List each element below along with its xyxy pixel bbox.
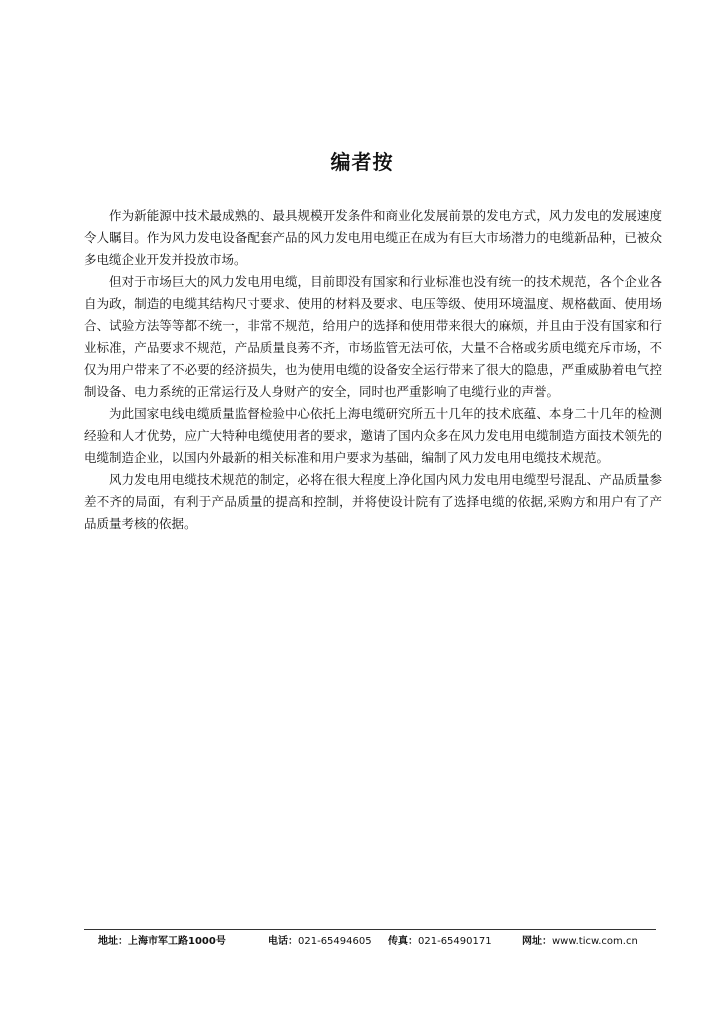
- address-value: 上海市军工路1000号: [128, 936, 226, 947]
- footer-divider: [84, 929, 656, 930]
- fax-value: 021-65490171: [418, 936, 492, 947]
- page-footer: [98, 932, 664, 948]
- web-value: www.ticw.com.cn: [552, 936, 638, 947]
- footer-phone: [268, 932, 372, 947]
- paragraph: 为此国家电线电缆质量监督检验中心依托上海电缆研究所五十几年的技术底蕴、本身二十几年的检测经验和人才优势，应广大特种电缆使用者的要求，邀请了国内众多在风力发电用电缆制造方面技术领先的电缆制造企业，以国内外最新的相关标准和用户要求为基础，编制了风力发电用电缆技术规范。: [84, 406, 662, 465]
- editor-note-body: [84, 205, 662, 535]
- footer-fax: [388, 932, 492, 947]
- phone-value: 021-65494605: [298, 936, 372, 947]
- page-title: 编者按: [330, 150, 394, 174]
- phone-label: 电话：: [268, 936, 298, 947]
- footer-website: [522, 932, 638, 947]
- footer-address: [98, 932, 226, 947]
- address-label: 地址：: [98, 936, 128, 947]
- paragraph: 作为新能源中技术最成熟的、最具规模开发条件和商业化发展前景的发电方式，风力发电的发展速度令人瞩目。作为风力发电设备配套产品的风力发电用电缆正在成为有巨大市场潜力的电缆新品种，已被众多电缆企业开发并投放市场。: [84, 208, 662, 267]
- paragraph: 风力发电用电缆技术规范的制定，必将在很大程度上净化国内风力发电用电缆型号混乱、产品质量参差不齐的局面，有利于产品质量的提高和控制，并将使设计院有了选择电缆的依据,采购方和用户有了产品质量考核的依据。: [84, 472, 662, 531]
- web-label: 网址：: [522, 936, 552, 947]
- paragraph: 但对于市场巨大的风力发电用电缆，目前即没有国家和行业标准也没有统一的技术规范，各个企业各自为政，制造的电缆其结构尺寸要求、使用的材料及要求、电压等级、使用环境温度、规格截面、使用场合、试验方法等等都不统一，非常不规范，给用户的选择和使用带来很大的麻烦，并且由于没有国家和行业标准，产品要求不规范，产品质量良莠不齐，市场监管无法可依，大量不合格或劣质电缆充斥市场，不仅为用户带来了不必要的经济损失，也为使用电缆的设备安全运行带来了很大的隐患，严重威胁着电气控制设备、电力系统的正常运行及人身财产的安全，同时也严重影响了电缆行业的声誉。: [84, 274, 662, 399]
- fax-label: 传真：: [388, 936, 418, 947]
